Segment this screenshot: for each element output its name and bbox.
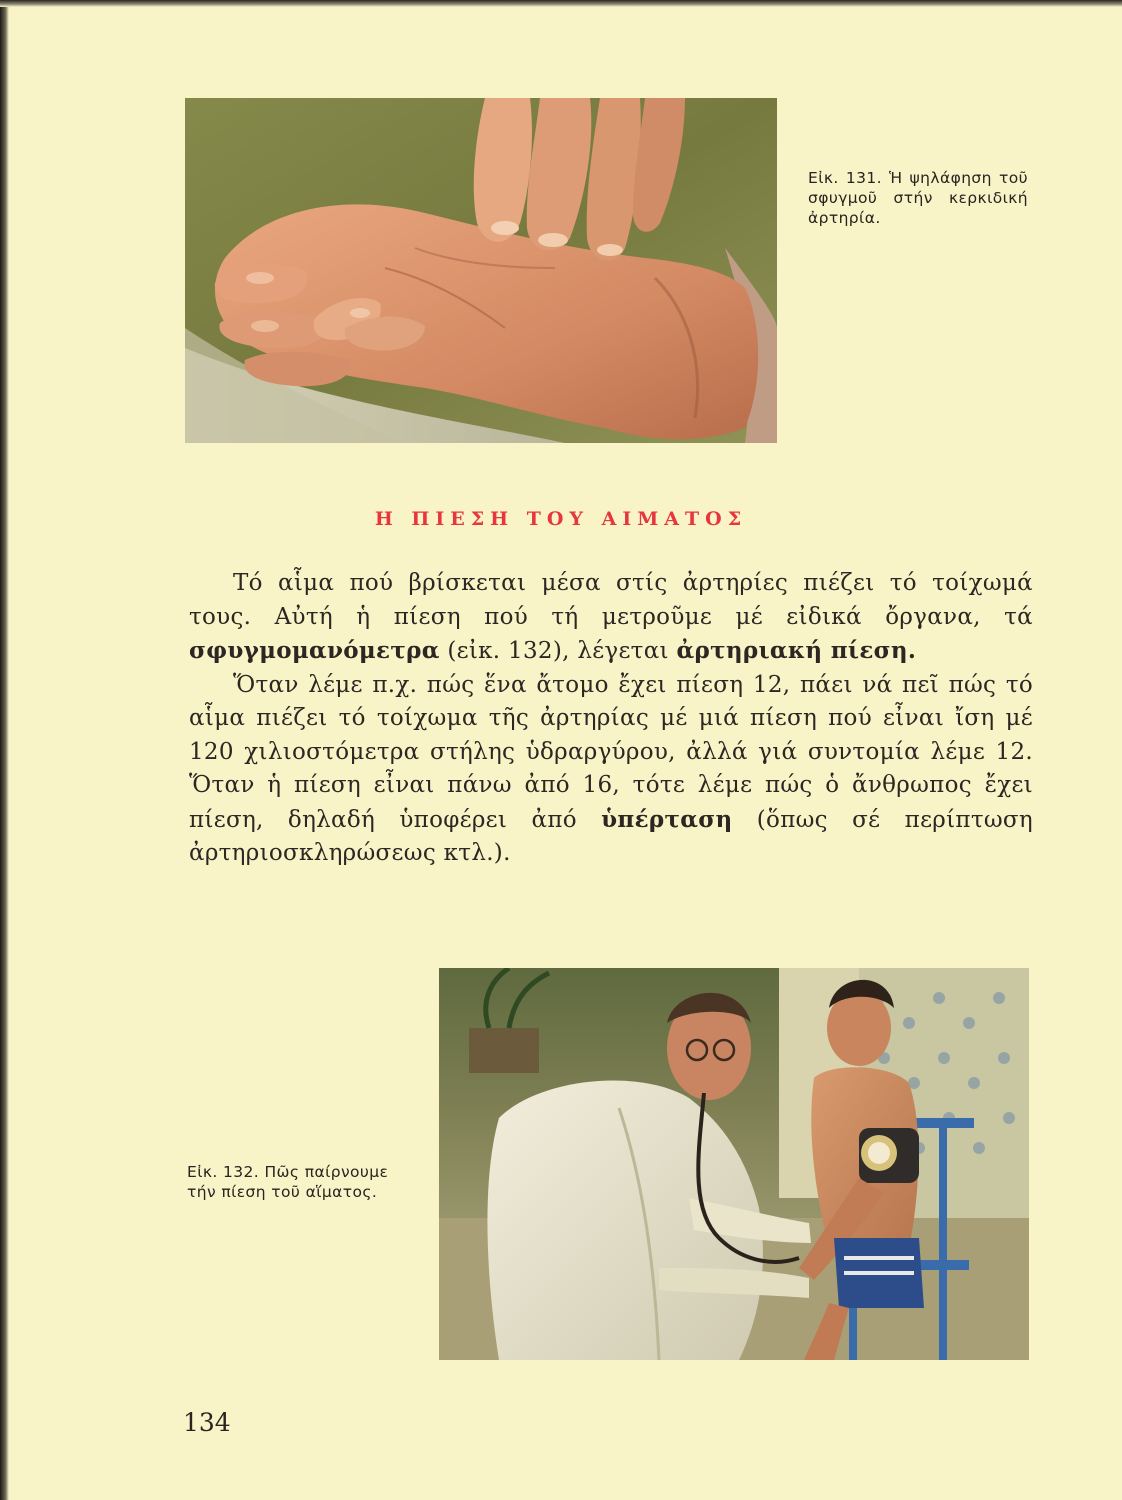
paragraph-1-text-b: (εἰκ. 132), λέγεται	[439, 638, 677, 664]
figure-131-pulse-photo	[185, 98, 777, 443]
figure-132-caption: Εἰκ. 132. Πῶς παίρνουμε τήν πίεση τοῦ αἵματος.	[187, 1163, 389, 1201]
term-arterial-pressure: ἀρτηριακή πίεση.	[676, 637, 917, 664]
section-heading: Η ΠΙΕΣΗ ΤΟΥ ΑΙΜΑΤΟΣ	[374, 508, 748, 530]
scan-edge-top	[0, 0, 1122, 7]
term-hypertension: ὑπέρταση	[601, 805, 733, 833]
body-text	[189, 567, 1033, 871]
page-number: 134	[183, 1408, 231, 1437]
paragraph-1-text-a: Τό αἷμα πού βρίσκεται μέσα στίς ἀρτηρίες πιέζει τό τοίχωμά τους. Αὐτή ἡ πίεση πού τή μετροῦμε μέ εἰδικά ὄργανα, τά	[189, 570, 1033, 630]
paragraph-2	[189, 669, 1033, 871]
figure-131-caption: Εἰκ. 131. Ἡ ψηλάφηση τοῦ σφυγμοῦ στήν κερκιδική ἀρτηρία.	[808, 169, 1028, 227]
term-sphygmomanometer: σφυγμομανόμετρα	[189, 637, 440, 664]
paragraph-2-text-a: Ὅταν λέμε π.χ. πώς ἕνα ἄτομο ἔχει πίεση 12, πάει νά πεῖ πώς τό αἷμα πιέζει τό τοίχωμα τῆς ἀρτηρίας μέ μιά πίεση πού εἶναι ἴση μέ 120 χιλιοστόμετρα στήλης ὑδραργύρου, ἀλλά γιά συντομία λέμε 12. Ὅταν ἡ πίεση εἶναι πάνω ἀπό 16, τότε λέμε πώς ὁ ἄνθρωπος ἔχει πίεση, δηλαδή ὑποφέρει ἀπό	[189, 671, 1033, 833]
paragraph-1	[189, 567, 1033, 669]
figure-132-blood-pressure-photo	[439, 968, 1029, 1360]
paragraph-2-text-b: (ὅπως σέ περίπτωση ἀρτηριοσκληρώσεως κτλ.).	[189, 806, 1033, 866]
scan-edge-left	[0, 0, 9, 1500]
